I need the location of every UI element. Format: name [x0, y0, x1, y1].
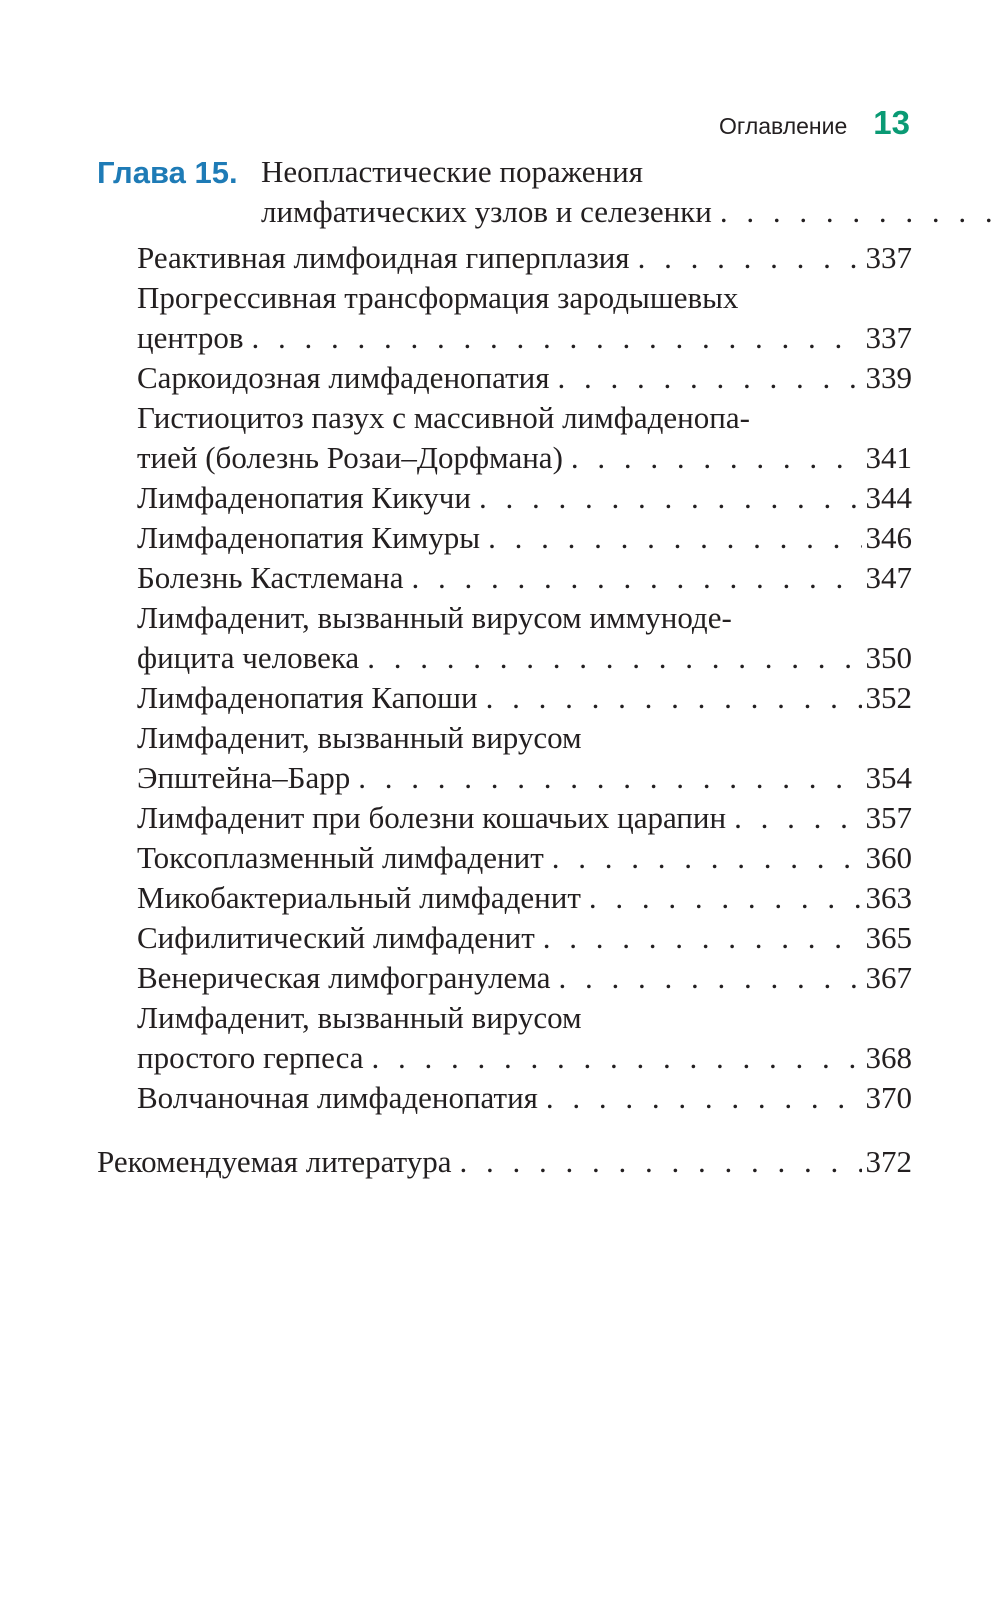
toc-entry-text: Реактивная лимфоидная гиперплазия	[137, 240, 630, 275]
leader-dots	[552, 838, 862, 878]
toc-entry-page: 354	[865, 760, 912, 795]
leader-dots	[372, 1038, 862, 1078]
chapter-title	[261, 152, 1000, 232]
running-head	[719, 104, 910, 142]
leader-dots	[546, 1078, 862, 1118]
toc-entry[interactable]	[137, 518, 912, 558]
toc-entry-page: 337	[865, 320, 912, 355]
toc-entry-text: Лимфаденит, вызванный вирусом иммуноде-	[137, 600, 732, 635]
toc-entry-page: 339	[865, 360, 912, 395]
toc-entry-text: Гистиоцитоз пазух с массивной лимфаденопа-	[137, 400, 750, 435]
toc-entry[interactable]	[137, 278, 912, 358]
toc-entry[interactable]	[137, 358, 912, 398]
toc-entry-text: центров	[137, 320, 244, 355]
leader-dots	[589, 878, 862, 918]
toc-entry[interactable]	[137, 998, 912, 1078]
leader-dots	[557, 358, 861, 398]
toc-entry[interactable]	[137, 598, 912, 678]
toc-entry-text: простого герпеса	[137, 1040, 364, 1075]
leader-dots	[638, 238, 862, 278]
leader-dots	[367, 638, 861, 678]
leader-dots	[486, 678, 862, 718]
leader-dots	[558, 958, 861, 998]
toc-entry-text: Лимфаденит, вызванный вирусом	[137, 1000, 582, 1035]
toc-entry-page: 341	[865, 440, 912, 475]
toc-entry-page: 347	[865, 560, 912, 595]
leader-dots	[412, 558, 862, 598]
toc-entry[interactable]	[137, 838, 912, 878]
toc-entry-page: 363	[865, 880, 912, 915]
toc-entry-page: 370	[865, 1080, 912, 1115]
toc-entry[interactable]	[137, 238, 912, 278]
chapter-label: Глава 15.	[97, 155, 238, 190]
leader-dots	[479, 478, 862, 518]
table-of-contents	[97, 152, 912, 1182]
leader-dots	[358, 758, 861, 798]
toc-entry-text: Микобактериальный лимфаденит	[137, 880, 581, 915]
toc-entry-text: Лимфаденит, вызванный вирусом	[137, 720, 582, 755]
chapter-title-line	[261, 152, 1000, 192]
toc-entry[interactable]	[137, 878, 912, 918]
toc-entry-page: 368	[865, 1040, 912, 1075]
toc-entry[interactable]	[137, 1078, 912, 1118]
leader-dots	[252, 318, 862, 358]
toc-entry-text: Венерическая лимфогранулема	[137, 960, 551, 995]
references-entry[interactable]	[97, 1142, 912, 1182]
toc-entry-page: 337	[865, 240, 912, 275]
leader-dots	[720, 192, 1000, 232]
toc-entry-page: 357	[865, 800, 912, 835]
chapter-title-line	[261, 192, 1000, 232]
chapter-heading[interactable]	[97, 152, 912, 232]
toc-entry[interactable]	[137, 558, 912, 598]
toc-entry-text: Лимфаденопатия Кимуры	[137, 520, 481, 555]
leader-dots	[543, 918, 862, 958]
toc-entry[interactable]	[137, 398, 912, 478]
toc-entry-text: Сифилитический лимфаденит	[137, 920, 535, 955]
toc-entry-text: Лимфаденит при болезни кошачьих царапин	[137, 800, 727, 835]
references-title: Рекомендуемая литература	[97, 1144, 452, 1179]
toc-entry-text: Прогрессивная трансформация зародышевых	[137, 280, 739, 315]
toc-entry-text: Лимфаденопатия Капоши	[137, 680, 478, 715]
toc-entry-text: Лимфаденопатия Кикучи	[137, 480, 471, 515]
toc-entry[interactable]	[137, 798, 912, 838]
leader-dots	[734, 798, 861, 838]
toc-entry-page: 360	[865, 840, 912, 875]
toc-entry-text: Болезнь Кастлемана	[137, 560, 404, 595]
toc-entry[interactable]	[137, 678, 912, 718]
toc-entries	[137, 238, 912, 1118]
leader-dots	[488, 518, 861, 558]
toc-entry-page: 365	[865, 920, 912, 955]
toc-entry-page: 367	[865, 960, 912, 995]
toc-entry[interactable]	[137, 718, 912, 798]
chapter-title-text: Неопластические поражения	[261, 154, 643, 189]
toc-entry-text: Саркоидозная лимфаденопатия	[137, 360, 550, 395]
running-head-title: Оглавление	[719, 113, 848, 139]
leader-dots	[459, 1142, 861, 1182]
toc-entry-page: 352	[865, 680, 912, 715]
toc-entry-text: Эпштейна–Барр	[137, 760, 351, 795]
toc-entry-text: Токсоплазменный лимфаденит	[137, 840, 544, 875]
chapter-title-text: лимфатических узлов и селезенки	[261, 194, 712, 229]
toc-entry-text: Волчаночная лимфаденопатия	[137, 1080, 538, 1115]
toc-entry[interactable]	[137, 958, 912, 998]
toc-entry[interactable]	[137, 478, 912, 518]
toc-entry-page: 350	[865, 640, 912, 675]
toc-entry-text: фицита человека	[137, 640, 360, 675]
references-page: 372	[865, 1144, 912, 1179]
toc-entry-text: тией (болезнь Розаи–Дорфмана)	[137, 440, 563, 475]
toc-entry[interactable]	[137, 918, 912, 958]
leader-dots	[571, 438, 862, 478]
toc-entry-page: 344	[865, 480, 912, 515]
toc-entry-page: 346	[865, 520, 912, 555]
page-number: 13	[873, 104, 910, 141]
